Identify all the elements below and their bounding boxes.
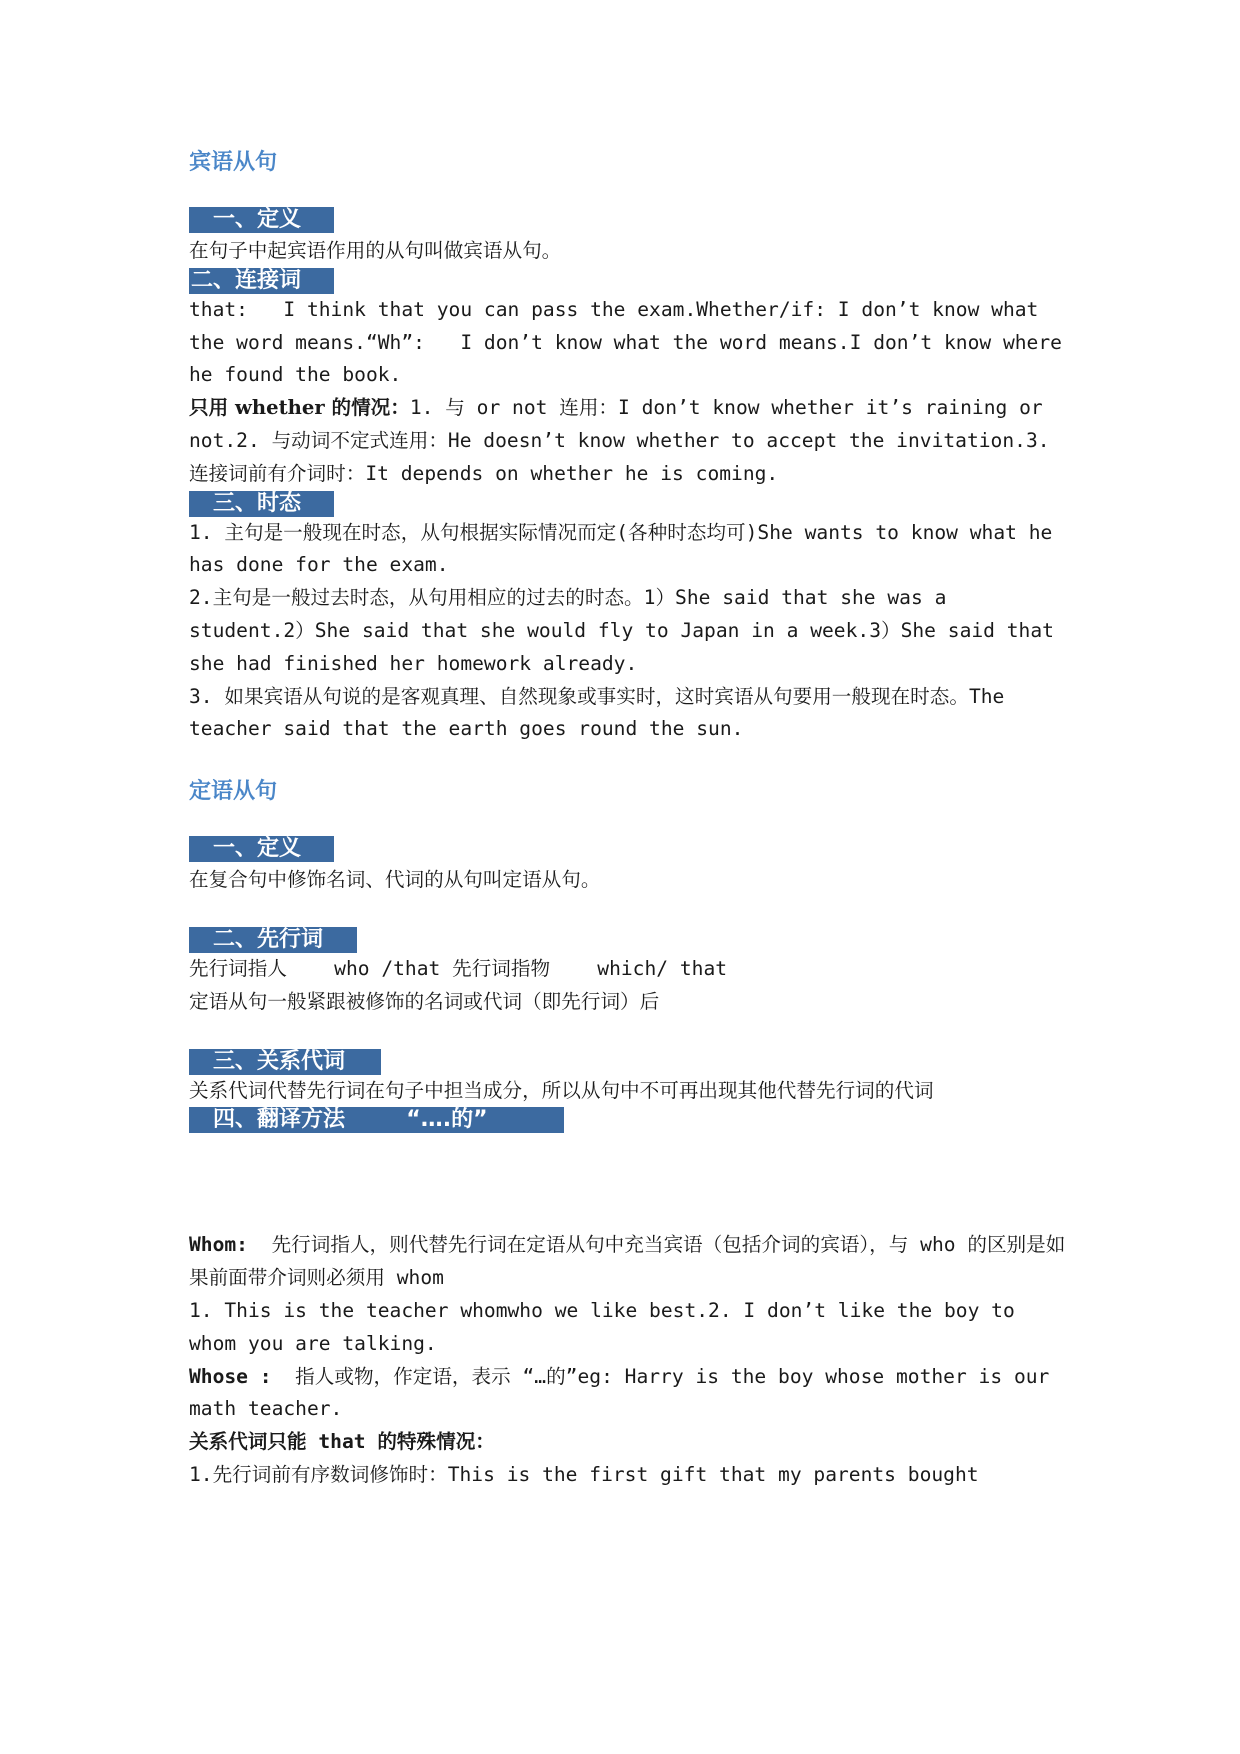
paragraph: 先行词指人 who /that 先行词指物 which/ that bbox=[189, 956, 728, 980]
section-title: 宾语从句 bbox=[189, 150, 278, 175]
paragraph: 2.主句是一般过去时态，从句用相应的过去的时态。1）She said that she was a student.2）She said that she would fly to Japan in a week.3）She said that she had finished her homework already. bbox=[189, 586, 1066, 675]
heading-bar: 三、时态 bbox=[189, 491, 334, 517]
heading-bar: 一、定义 bbox=[189, 836, 334, 862]
paragraph: 3. 如果宾语从句说的是客观真理、自然现象或事实时，这时宾语从句要用一般现在时态。The teacher said that the earth goes round the sun. bbox=[189, 684, 1017, 741]
paragraph: 1. 主句是一般现在时态，从句根据实际情况而定(各种时态均可)She wants to know what he has done for the exam. bbox=[189, 520, 1065, 577]
paragraph-text: 先行词指人，则代替先行词在定语从句中充当宾语（包括介词的宾语），与 who 的区别是如果前面带介词则必须用 whom bbox=[189, 1233, 1066, 1290]
bold-label: 只用 whether 的情况： bbox=[189, 396, 410, 420]
paragraph: that: I think that you can pass the exam.Whether/if: I don’t know what the word means.“Wh”: I don’t know what the word means.I don’t know where he found the book. bbox=[189, 297, 1074, 387]
heading-bar: 四、翻译方法 “….的” bbox=[189, 1107, 564, 1133]
paragraph bbox=[189, 1361, 1069, 1427]
paragraph-text: 指人或物，作定语，表示 “…的”eg: Harry is the boy whose mother is our math teacher. bbox=[189, 1364, 1062, 1421]
document-page bbox=[189, 150, 1074, 1492]
heading-bar: 二、连接词 bbox=[189, 268, 334, 294]
bold-label: Whom: bbox=[189, 1233, 248, 1257]
section-title: 定语从句 bbox=[189, 779, 278, 805]
paragraph: 1. This is the teacher whomwho we like best.2. I don’t like the boy to whom you are talking. bbox=[189, 1298, 1027, 1355]
paragraph: 1.先行词前有序数词修饰时：This is the first gift that my parents bought bbox=[189, 1462, 979, 1486]
paragraph bbox=[189, 392, 1069, 490]
paragraph: 在句子中起宾语作用的从句叫做宾语从句。 bbox=[189, 239, 562, 262]
paragraph bbox=[189, 1229, 1069, 1295]
paragraph-text: 1. 与 or not 连用：I don’t know whether it’s raining or not.2. 与动词不定式连用：He doesn’t know whether to accept the invitation.3. 连接词前有介词时：It depends on whether he is coming. bbox=[189, 396, 1062, 485]
heading-bar: 一、定义 bbox=[189, 207, 334, 233]
paragraph: 关系代词代替先行词在句子中担当成分，所以从句中不可再出现其他代替先行词的代词 bbox=[189, 1078, 934, 1102]
bold-heading: 关系代词只能 that 的特殊情况： bbox=[189, 1430, 495, 1454]
heading-bar: 三、关系代词 bbox=[189, 1049, 381, 1075]
heading-bar: 二、先行词 bbox=[189, 927, 357, 953]
paragraph: 定语从句一般紧跟被修饰的名词或代词（即先行词）后 bbox=[189, 989, 660, 1013]
bold-label: Whose : bbox=[189, 1364, 272, 1388]
paragraph: 在复合句中修饰名词、代词的从句叫定语从句。 bbox=[189, 868, 601, 892]
